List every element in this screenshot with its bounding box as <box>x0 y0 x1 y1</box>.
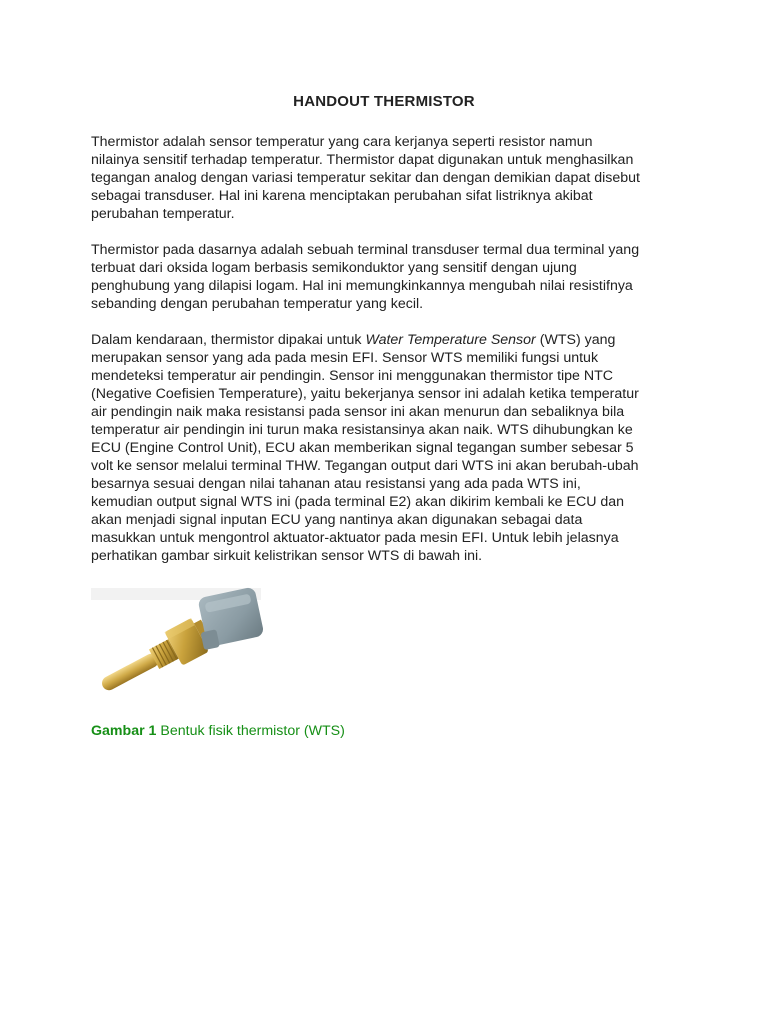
text-run: Dalam kendaraan, thermistor dipakai untuk <box>91 332 366 348</box>
text-line: Thermistor pada dasarnya adalah sebuah terminal transduser termal dua terminal yang <box>91 242 640 258</box>
text-line: terbuat dari oksida logam berbasis semikonduktor yang sensitif dengan ujung <box>91 260 577 276</box>
text-line: perhatikan gambar sirkuit kelistrikan sensor WTS di bawah ini. <box>91 548 483 564</box>
paragraph-intro <box>91 133 691 223</box>
wts-sensor-image <box>91 582 269 704</box>
text-line: mendeteksi temperatur air pendingin. Sensor ini menggunakan thermistor tipe NTC <box>91 368 614 384</box>
text-line: nilainya sensitif terhadap temperatur. Thermistor dapat digunakan untuk menghasilkan <box>91 152 634 168</box>
text-line: (Negative Coefisien Temperature), yaitu bekerjanya sensor ini adalah ketika temperatur <box>91 386 639 402</box>
text-line: besarnya sesuai dengan nilai tahanan atau resistansi yang ada pada WTS ini, <box>91 476 581 492</box>
text-line <box>91 331 691 349</box>
text-line: volt ke sensor melalui terminal THW. Tegangan output dari WTS ini akan berubah-ubah <box>91 458 639 474</box>
text-line: tegangan analog dengan variasi temperatur sekitar dan dengan demikian dapat disebut <box>91 170 640 186</box>
text-line: ECU (Engine Control Unit), ECU akan memberikan signal tegangan sumber sebesar 5 <box>91 440 634 456</box>
italic-term: Water Temperature Sensor <box>365 332 536 348</box>
text-run: (WTS) yang <box>535 332 616 348</box>
figure-caption <box>91 723 345 739</box>
text-line: perubahan temperatur. <box>91 206 235 222</box>
text-line: penghubung yang dilapisi logam. Hal ini memungkinkannya mengubah nilai resistifnya <box>91 278 633 294</box>
text-line: sebagai transduser. Hal ini karena menciptakan perubahan sifat listriknya akibat <box>91 188 593 204</box>
caption-text: Bentuk fisik thermistor (WTS) <box>156 723 345 739</box>
text-line: akan menjadi signal inputan ECU yang nantinya akan digunakan sebagai data <box>91 512 583 528</box>
document-title: HANDOUT THERMISTOR <box>293 93 475 110</box>
text-line: sebanding dengan perubahan temperatur yang kecil. <box>91 296 424 312</box>
caption-label: Gambar 1 <box>91 723 157 739</box>
text-line: masukkan untuk mengontrol aktuator-aktuator pada mesin EFI. Untuk lebih jelasnya <box>91 530 619 546</box>
text-line: air pendingin naik maka resistansi pada sensor ini akan menurun dan sebaliknya bila <box>91 404 625 420</box>
paragraph-definition <box>91 241 691 313</box>
text-line: temperatur air pendingin ini turun maka resistansinya akan naik. WTS dihubungkan ke <box>91 422 633 438</box>
text-line: Thermistor adalah sensor temperatur yang cara kerjanya seperti resistor namun <box>91 134 593 150</box>
paragraph-wts <box>91 331 691 565</box>
text-line: merupakan sensor yang ada pada mesin EFI. Sensor WTS memiliki fungsi untuk <box>91 350 599 366</box>
text-line: kemudian output signal WTS ini (pada terminal E2) akan dikirim kembali ke ECU dan <box>91 494 625 510</box>
